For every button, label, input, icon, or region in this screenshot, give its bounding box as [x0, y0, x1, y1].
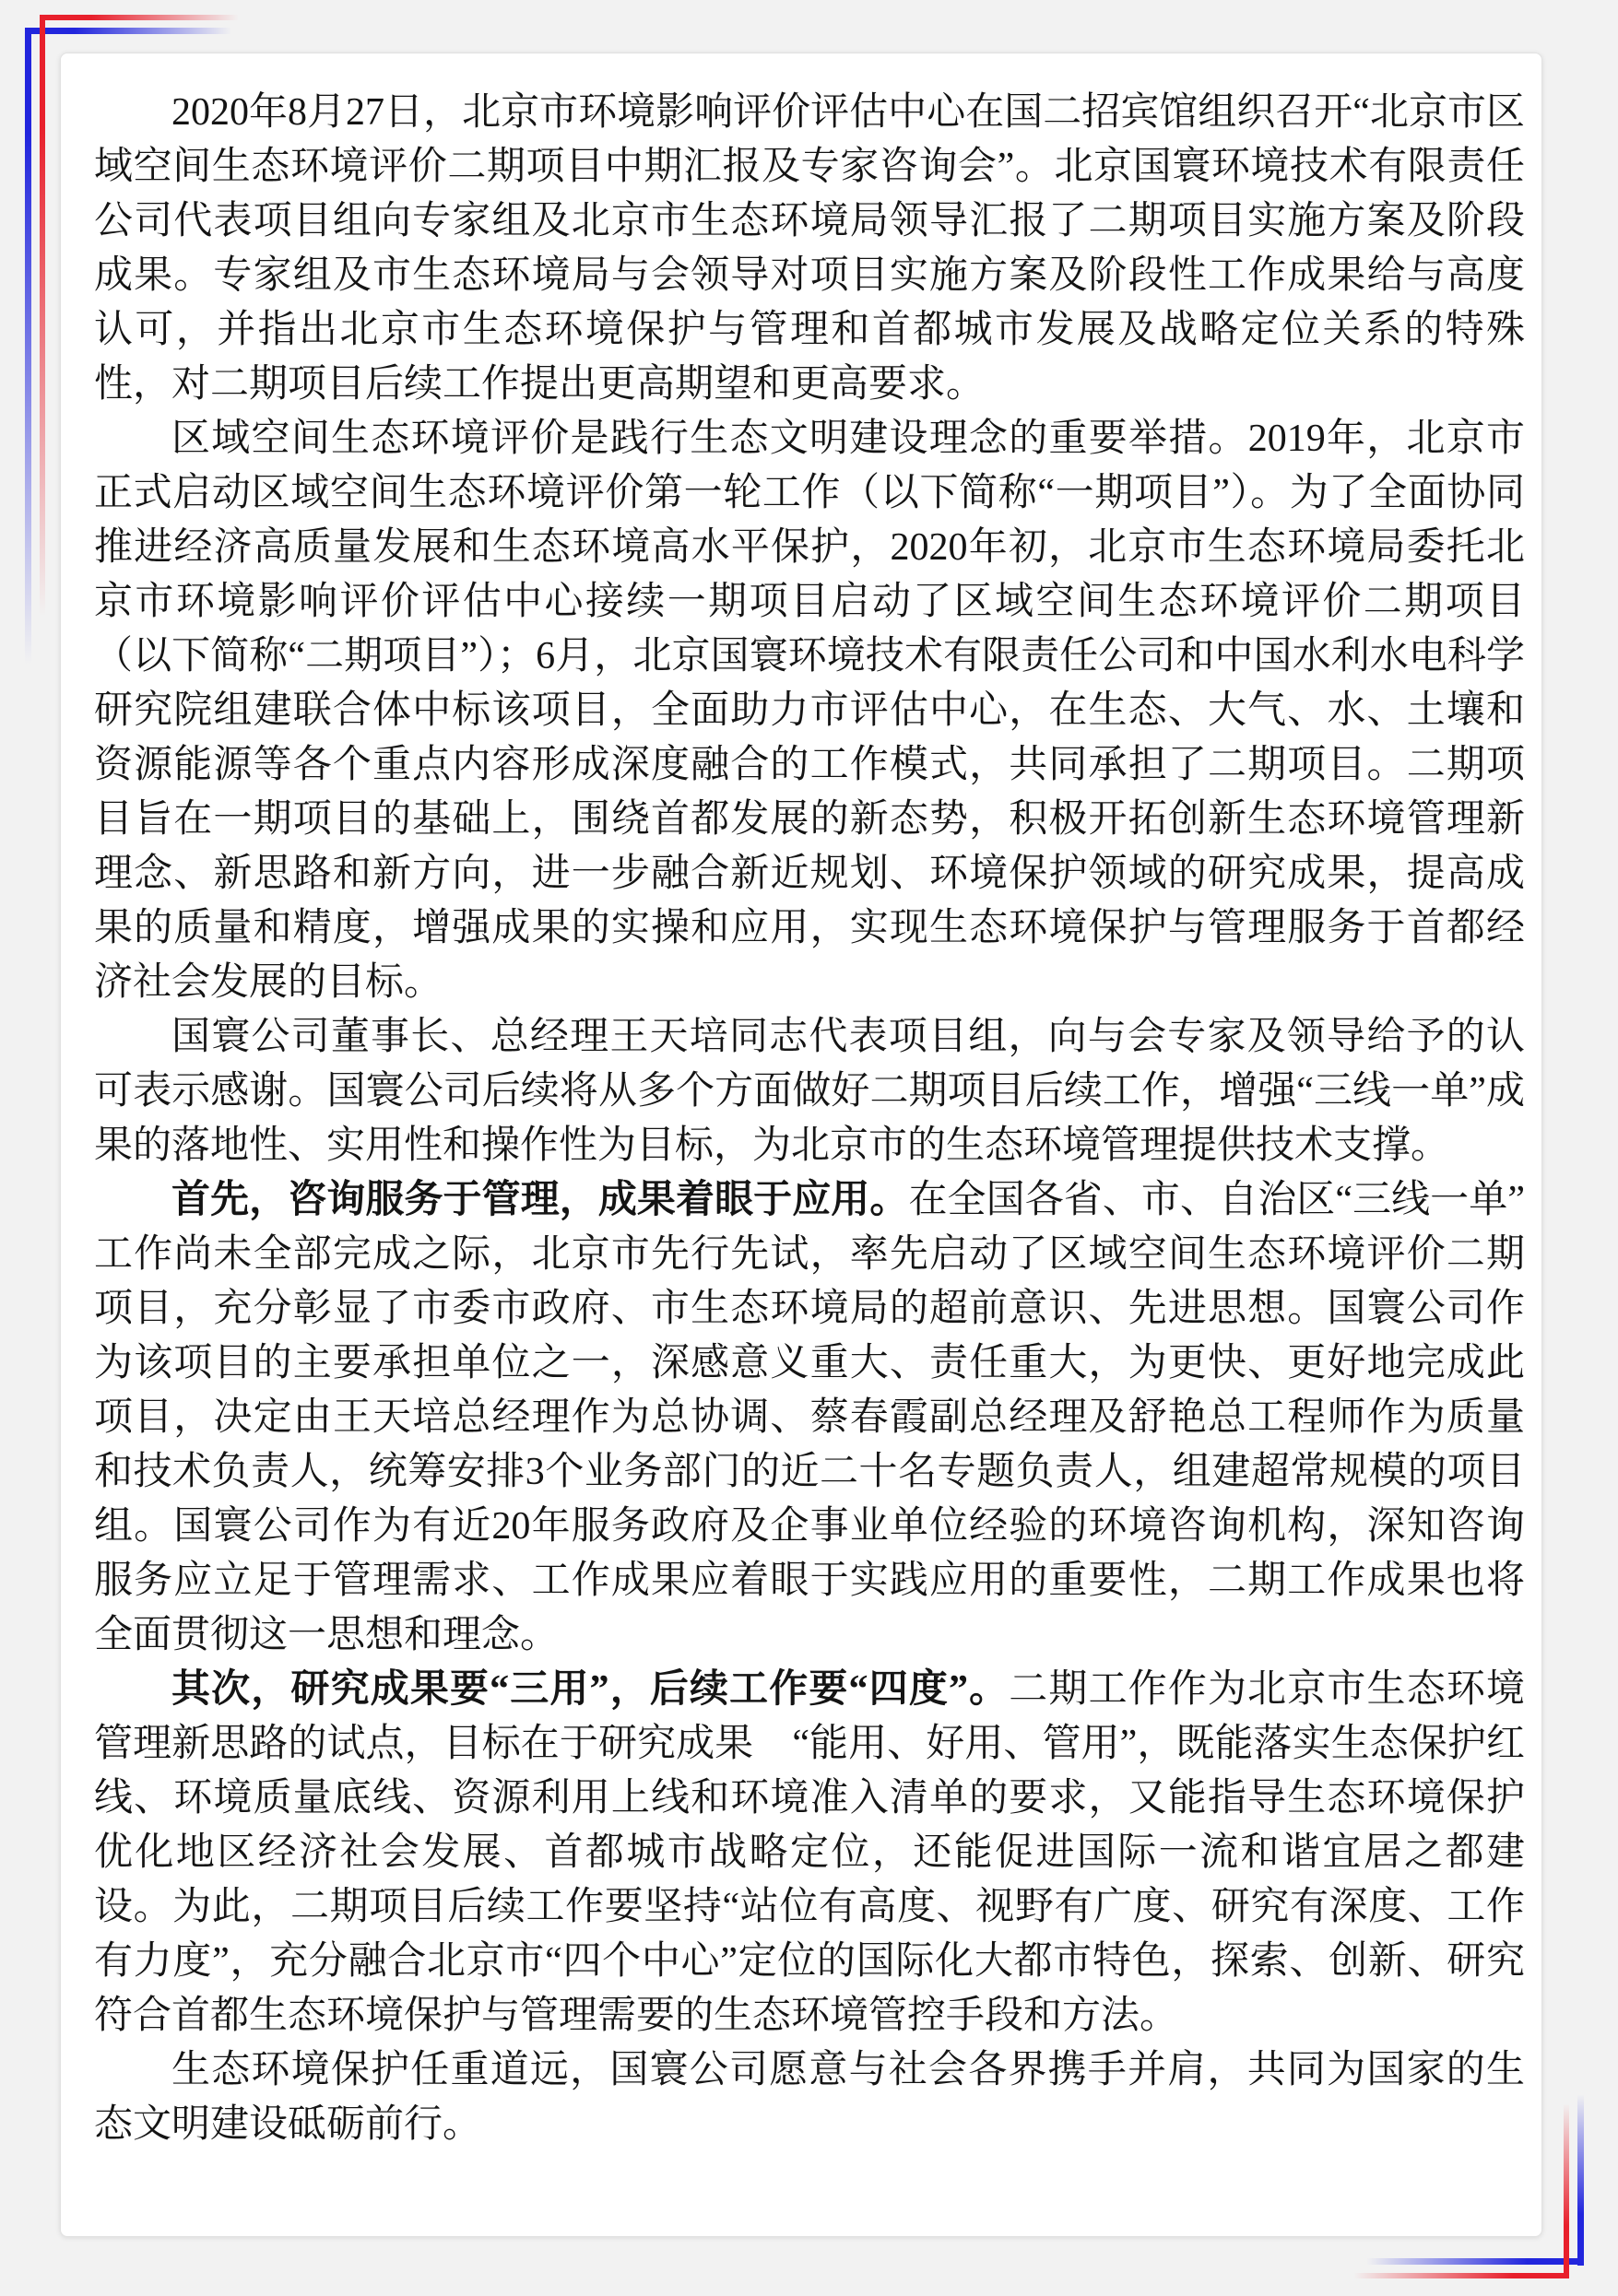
- paragraph: [94, 2043, 1525, 2152]
- paragraph-text: 区域空间生态环境评价是践行生态文明建设理念的重要举措。2019年，北京市正式启动区域空间生态环境评价第一轮工作（以下简称“一期项目”）。为了全面协同推进经济高质量发展和生态环境高水平保护，2020年初，北京市生态环境局委托北京市环境影响评价评估中心接续一期项目启动了区域空间生态环境评价二期项目（以下简称“二期项目”）；6月，北京国寰环境技术有限责任公司和中国水利水电科学研究院组建联合体中标该项目，全面助力市评估中心，在生态、大气、水、土壤和资源能源等各个重点内容形成深度融合的工作模式，共同承担了二期项目。二期项目旨在一期项目的基础上，围绕首都发展的新态势，积极开拓创新生态环境管理新理念、新思路和新方向，进一步融合新近规划、环境保护领域的研究成果，提高成果的质量和精度，增强成果的实操和应用，实现生态环境保护与管理服务于首都经济社会发展的目标。: [94, 418, 1525, 1004]
- paragraph-text: 国寰公司董事长、总经理王天培同志代表项目组，向与会专家及领导给予的认可表示感谢。国寰公司后续将从多个方面做好二期项目后续工作，增强“三线一单”成果的落地性、实用性和操作性为目标，为北京市的生态环境管理提供技术支撑。: [94, 1016, 1525, 1167]
- paragraph-text: 2020年8月27日，北京市环境影响评价评估中心在国二招宾馆组织召开“北京市区域空间生态环境评价二期项目中期汇报及专家咨询会”。北京国寰环境技术有限责任公司代表项目组向专家组及北京市生态环境局领导汇报了二期项目实施方案及阶段成果。专家组及市生态环境局与会领导对项目实施方案及阶段性工作成果给与高度认可，并指出北京市生态环境保护与管理和首都城市发展及战略定位关系的特殊性，对二期项目后续工作提出更高期望和更高要求。: [94, 91, 1525, 406]
- top-left-blue-horizontal-line: [25, 28, 231, 34]
- paragraph-lead-emphasis: 首先，咨询服务于管理，成果着眼于应用。: [171, 1179, 909, 1221]
- paragraph: [94, 86, 1525, 412]
- paragraph: [94, 1010, 1525, 1173]
- bottom-right-red-vertical-line: [1564, 2103, 1569, 2278]
- paragraph: [94, 1663, 1525, 2043]
- paragraph-text: 在全国各省、市、自治区“三线一单”工作尚未全部完成之际，北京市先行先试，率先启动了区域空间生态环境评价二期项目，充分彰显了市委市政府、市生态环境局的超前意识、先进思想。国寰公司作为该项目的主要承担单位之一，深感意义重大、责任重大，为更快、更好地完成此项目，决定由王天培总经理作为总协调、蔡春霞副总经理及舒艳总工程师作为质量和技术负责人，统筹安排3个业务部门的近二十名专题负责人，组建超常规模的项目组。国寰公司作为有近20年服务政府及企事业单位经验的环境咨询机构，深知咨询服务应立足于管理需求、工作成果应着眼于实践应用的重要性，二期工作成果也将全面贯彻这一思想和理念。: [94, 1179, 1525, 1656]
- paragraph: [94, 1173, 1525, 1663]
- bottom-right-blue-vertical-line: [1577, 2094, 1584, 2266]
- bottom-right-red-horizontal-line: [1353, 2273, 1569, 2278]
- bottom-right-blue-horizontal-line: [1366, 2258, 1584, 2265]
- document-card: [60, 53, 1542, 2237]
- paragraph: [94, 412, 1525, 1010]
- paragraph-lead-emphasis: 其次，研究成果要“三用”，后续工作要“四度”。: [171, 1668, 1010, 1711]
- top-left-red-horizontal-line: [40, 15, 239, 20]
- top-left-blue-vertical-line: [25, 28, 31, 691]
- paragraph-text: 二期工作作为北京市生态环境管理新思路的试点，目标在于研究成果 “能用、好用、管用”，既能落实生态保护红线、环境质量底线、资源利用上线和环境准入清单的要求，又能指导生态环境保护优化地区经济社会发展、首都城市战略定位，还能促进国际一流和谐宜居之都建设。为此，二期项目后续工作要坚持“站位有高度、视野有广度、研究有深度、工作有力度”，充分融合北京市“四个中心”定位的国际化大都市特色，探索、创新、研究符合首都生态环境保护与管理需要的生态环境管控手段和方法。: [94, 1668, 1525, 2037]
- top-left-red-vertical-line: [40, 15, 45, 642]
- article-body: [61, 53, 1541, 2236]
- paragraph-text: 生态环境保护任重道远，国寰公司愿意与社会各界携手并肩，共同为国家的生态文明建设砥砺前行。: [94, 2049, 1525, 2146]
